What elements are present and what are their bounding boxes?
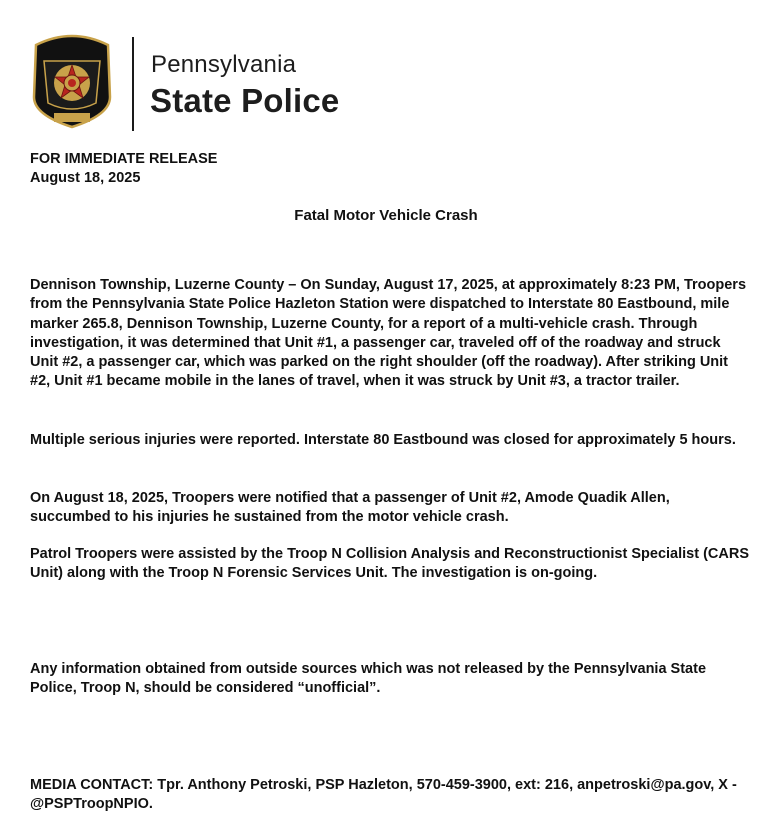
media-contact: MEDIA CONTACT: Tpr. Anthony Petroski, PSP Hazleton, 570-459-3900, ext: 216, anpetroski@pa.gov, X - @PSPTroopNPIO. [30,777,737,813]
paragraph-disclaimer: Any information obtained from outside sources which was not released by the Pennsylvania State Police, Troop N, should be considered “unofficial”. [30,661,707,697]
paragraph-assistance: Patrol Troopers were assisted by the Troop N Collision Analysis and Reconstructionist Specialist (CARS Unit) along with the Troop N Forensic Services Unit. The investigation is on-going. [30,546,749,582]
paragraph-fatality: On August 18, 2025, Troopers were notified that a passenger of Unit #2, Amode Quadik Allen, succumbed to his injuries he sustained from the motor vehicle crash. [30,490,670,526]
paragraph-incident: Dennison Township, Luzerne County – On Sunday, August 17, 2025, at approximately 8:23 PM, Troopers from the Pennsylvania State Police Hazleton Station were dispatched to Interstate 80 Eastbound, mile marker 265.8, Dennison Township, Luzerne County, for a report of a multi-vehicle crash. Through investigation, it was determined that Unit #1, a passenger car, traveled off of the roadway and struck Unit #2, a passenger car, which was parked on the right shoulder (off the roadway). After striking Unit #2, Unit #1 became mobile in the lanes of travel, when it was struck by Unit #3, a tractor trailer. [30,277,747,390]
psp-badge-icon [30,31,114,129]
press-release-title: Fatal Motor Vehicle Crash [294,207,478,224]
org-name-line2: State Police [150,82,340,119]
release-label: FOR IMMEDIATE RELEASE [30,151,218,167]
letterhead [30,31,370,131]
release-block [30,150,217,188]
org-name-line1: Pennsylvania [151,51,297,78]
paragraph-injuries: Multiple serious injuries were reported. Interstate 80 Eastbound was closed for approximately 5 hours. [30,432,736,448]
psp-badge-logo [30,31,114,129]
release-date: August 18, 2025 [30,170,141,186]
header-divider [132,37,134,131]
